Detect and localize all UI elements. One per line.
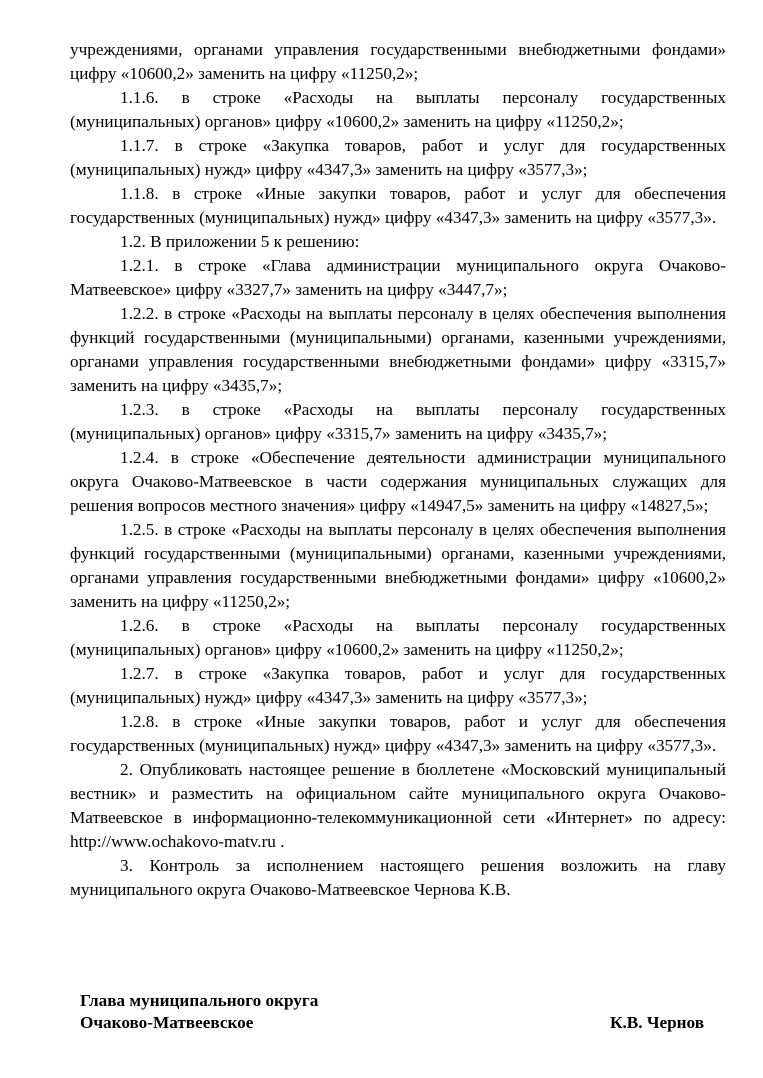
signature-row (80, 1012, 704, 1034)
document-body (70, 38, 726, 902)
paragraph-1-2-2: 1.2.2. в строке «Расходы на выплаты персоналу в целях обеспечения выполнения функций государственными (муниципальными) органами, казенными учреждениями, органами управления государственными внебюджетными фондами» цифру «3315,7» заменить на цифру «3435,7»; (70, 304, 726, 395)
paragraph-1-1-8: 1.1.8. в строке «Иные закупки товаров, работ и услуг для обеспечения государственных (муниципальных) нужд» цифру «4347,3» заменить на цифру «3577,3». (70, 184, 726, 227)
paragraph-3-control: 3. Контроль за исполнением настоящего решения возложить на главу муниципального округа Очаково-Матвеевское Чернова К.В. (70, 856, 726, 899)
signature-block (80, 990, 704, 1034)
paragraph-1-2-3: 1.2.3. в строке «Расходы на выплаты персоналу государственных (муниципальных) органов» цифру «3315,7» заменить на цифру «3435,7»; (70, 400, 726, 443)
paragraph-1-2-6: 1.2.6. в строке «Расходы на выплаты персоналу государственных (муниципальных) органов» цифру «10600,2» заменить на цифру «11250,2»; (70, 616, 726, 659)
paragraph-2-publish: 2. Опубликовать настоящее решение в бюллетене «Московский муниципальный вестник» и разместить на официальном сайте муниципального округа Очаково-Матвеевское в информационно-телекоммуникационной сети «Интернет» по адресу: http://www.ochakovo-matv.ru . (70, 760, 726, 851)
paragraph-1-2-7: 1.2.7. в строке «Закупка товаров, работ и услуг для государственных (муниципальных) нужд» цифру «4347,3» заменить на цифру «3577,3»; (70, 664, 726, 707)
signatory-name: К.В. Чернов (610, 1013, 704, 1032)
paragraph-1-2-8: 1.2.8. в строке «Иные закупки товаров, работ и услуг для обеспечения государственных (муниципальных) нужд» цифру «4347,3» заменить на цифру «3577,3». (70, 712, 726, 755)
signatory-title-line1: Глава муниципального округа (80, 991, 319, 1010)
paragraph-1-2-4: 1.2.4. в строке «Обеспечение деятельности администрации муниципального округа Очаково-Матвеевское в части содержания муниципальных служащих для решения вопросов местного значения» цифру «14947,5» заменить на цифру «14827,5»; (70, 448, 726, 515)
paragraph-1-1-6: 1.1.6. в строке «Расходы на выплаты персоналу государственных (муниципальных) органов» цифру «10600,2» заменить на цифру «11250,2»; (70, 88, 726, 131)
paragraph-continuation: учреждениями, органами управления государственными внебюджетными фондами» цифру «10600,2» заменить на цифру «11250,2»; (70, 40, 726, 83)
signatory-title-line2: Очаково-Матвеевское (80, 1013, 254, 1032)
paragraph-1-2-5: 1.2.5. в строке «Расходы на выплаты персоналу в целях обеспечения выполнения функций государственными (муниципальными) органами, казенными учреждениями, органами управления государственными внебюджетными фондами» цифру «10600,2» заменить на цифру «11250,2»; (70, 520, 726, 611)
paragraph-1-2: 1.2. В приложении 5 к решению: (120, 232, 360, 251)
paragraph-1-2-1: 1.2.1. в строке «Глава администрации муниципального округа Очаково-Матвеевское» цифру «3327,7» заменить на цифру «3447,7»; (70, 256, 726, 299)
paragraph-1-1-7: 1.1.7. в строке «Закупка товаров, работ и услуг для государственных (муниципальных) нужд» цифру «4347,3» заменить на цифру «3577,3»; (70, 136, 726, 179)
